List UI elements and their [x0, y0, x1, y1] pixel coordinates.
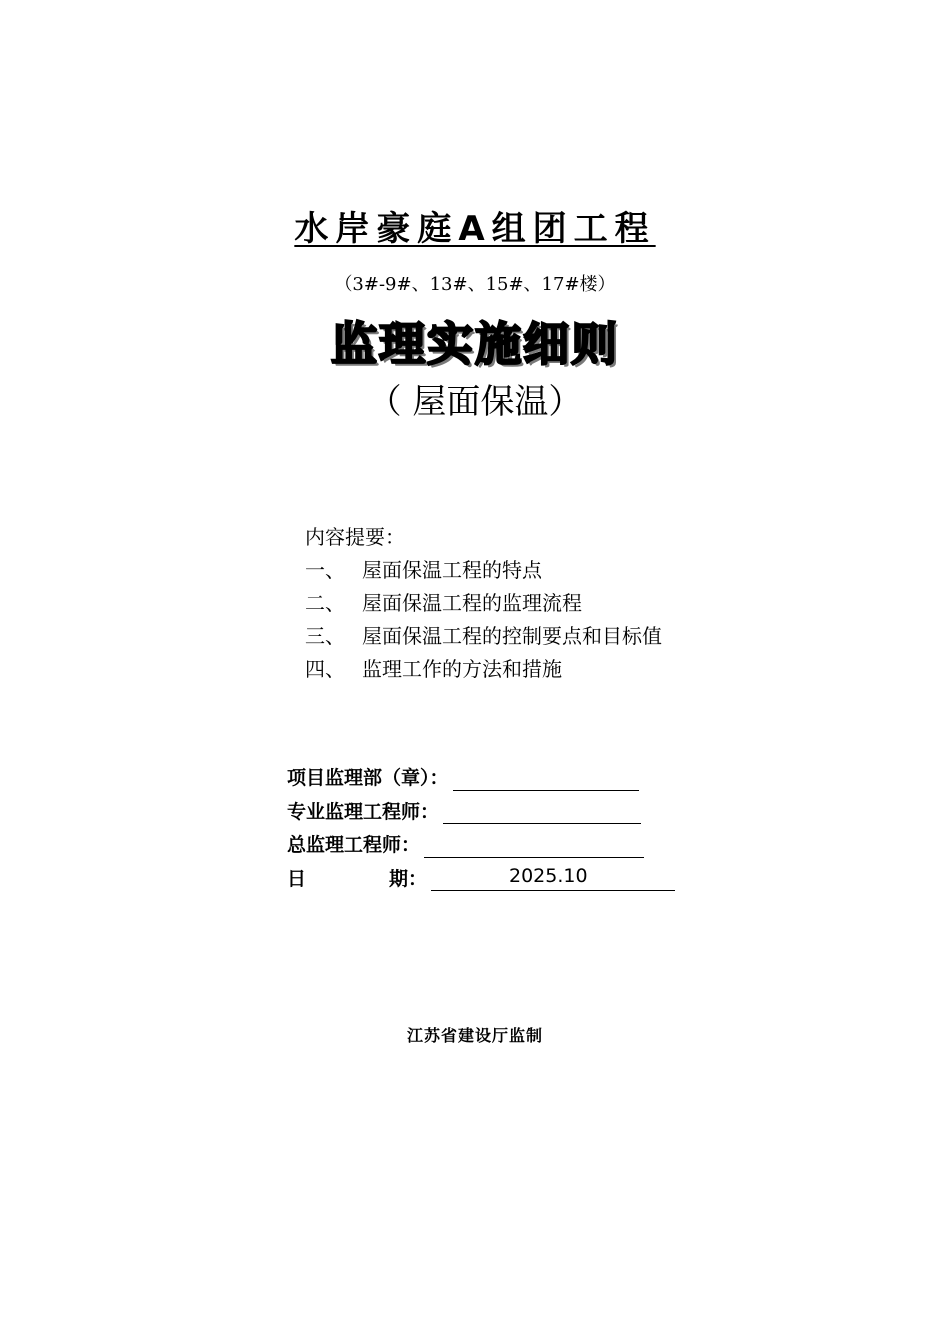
- summary-item-text: 监理工作的方法和措施: [362, 657, 562, 681]
- chief-signature-line[interactable]: [424, 835, 644, 858]
- summary-item-text: 屋面保温工程的监理流程: [362, 591, 582, 615]
- buildings-subtitle: （3#-9#、13#、15#、17#楼）: [334, 274, 616, 295]
- engineer-label: 专业监理工程师：: [287, 800, 440, 823]
- date-line[interactable]: [431, 864, 675, 891]
- summary-item-text: 屋面保温工程的特点: [362, 558, 542, 582]
- summary-item: [305, 620, 662, 653]
- summary-item-number: 四、: [305, 657, 345, 681]
- document-title: 监理实施细则: [331, 317, 619, 371]
- issuer-footer: 江苏省建设厅监制: [406, 1026, 543, 1045]
- date-value: 2025.10: [509, 864, 588, 887]
- document-subtitle: （ 屋面保温）: [367, 382, 583, 422]
- dept-signature-line[interactable]: [453, 768, 639, 791]
- date-label-first: 日: [287, 867, 307, 890]
- chief-label: 总监理工程师：: [287, 834, 421, 856]
- summary-item-text: 屋面保温工程的控制要点和目标值: [362, 624, 662, 648]
- project-title-text: 水岸豪庭A组团工程: [294, 209, 656, 249]
- date-label: [287, 863, 427, 897]
- summary-item-number: 一、: [305, 558, 345, 582]
- project-title: [0, 203, 950, 255]
- summary-item-number: 三、: [305, 624, 345, 648]
- chief-signature-row: [287, 829, 675, 863]
- content-summary: [305, 521, 662, 686]
- dept-label: 项目监理部（章）：: [287, 767, 449, 789]
- summary-heading: 内容提要：: [305, 525, 405, 549]
- date-row: [287, 863, 675, 897]
- dept-signature-row: [287, 762, 675, 796]
- signature-block: [287, 762, 675, 896]
- summary-item: [305, 653, 662, 686]
- date-label-second: 期：: [388, 867, 427, 890]
- engineer-signature-line[interactable]: [443, 801, 641, 824]
- engineer-signature-row: [287, 796, 675, 830]
- summary-item: [305, 554, 662, 587]
- summary-item: [305, 587, 662, 620]
- summary-item-number: 二、: [305, 591, 345, 615]
